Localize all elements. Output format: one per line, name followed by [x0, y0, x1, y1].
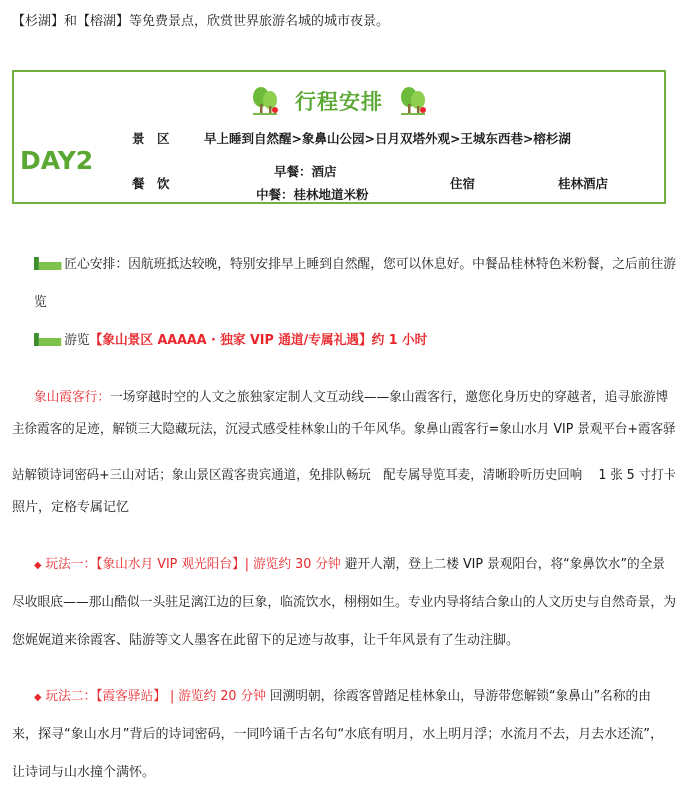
meal-label: 餐 饮 — [132, 176, 170, 191]
xiaoke-label: 象山霞客行： — [34, 390, 111, 405]
diamond-bullet-icon: ◆ — [34, 560, 42, 571]
tour-line — [34, 329, 676, 348]
tree-icon — [251, 86, 279, 116]
scenic-label: 景 区 — [132, 131, 170, 146]
tour-prefix: 游览 — [64, 333, 90, 348]
breakfast: 早餐：酒店 — [274, 164, 337, 179]
craft-line-2: 览 — [34, 295, 47, 310]
xiaoke-line-2: 主徐霞客的足迹，解锁三大隐藏玩法，沉浸式感受桂林象山的千年风华。象鼻山霞客行=象山水月 VIP 景观平台+霞客驿 — [12, 422, 676, 437]
mountain-bar-icon — [34, 257, 61, 270]
play1-line-3: 您娓娓道来徐霞客、陆游等文人墨客在此留下的足迹与故事，让千年风景有了生动注脚。 — [12, 633, 520, 648]
craft-paragraph — [34, 253, 677, 272]
lunch: 中餐：桂林地道米粉 — [256, 187, 369, 202]
play2-text-1: 回溯明朝，徐霞客曾踏足桂林象山，导游带您解锁“象鼻山”名称的由 — [265, 689, 651, 704]
play2-label: 玩法二：【霞客驿站】 | 游览约 20 分钟 — [45, 689, 266, 704]
play2-line-1 — [34, 685, 676, 704]
scenic-route: 早上睡到自然醒>象鼻山公园>日月双塔外观>王城东西巷>榕杉湖 — [204, 131, 571, 146]
day-label: DAY2 — [20, 146, 94, 175]
intro-line: 【杉湖】和【榕湖】等免费景点，欣赏世界旅游名城的城市夜景。 — [12, 14, 390, 29]
play2-line-2: 来，探寻“象山水月”背后的诗词密码，一同吟诵千古名句“水底有明月，水上明月浮；水流月不去，月去水还流”， — [12, 727, 663, 742]
tree-icon — [399, 86, 427, 116]
tour-highlight: 【象山景区 AAAAA · 独家 VIP 通道/专属礼遇】约 1 小时 — [89, 333, 428, 348]
mountain-bar-icon — [34, 333, 61, 346]
diamond-bullet-icon: ◆ — [34, 692, 42, 703]
play1-label: 玩法一：【象山水月 VIP 观光阳台】| 游览约 30 分钟 — [45, 557, 341, 572]
play1-text-1: 避开人潮，登上二楼 VIP 景观阳台，将“象鼻饮水”的全景 — [340, 557, 666, 572]
xiaoke-line-3: 站解锁诗词密码+三山对话；象山景区霞客贵宾通道，免排队畅玩 配专属导览耳麦，清晰聆听历史回响 1 张 5 寸打卡 — [12, 468, 676, 483]
xiaoke-line-4: 照片，定格专属记忆 — [12, 500, 130, 515]
play1-line-2: 尽收眼底——那山酷似一头驻足漓江边的巨象，临流饮水，栩栩如生。专业内导将结合象山的人文历史与自然奇景，为 — [12, 595, 676, 610]
stay-value: 桂林酒店 — [558, 176, 609, 191]
schedule-card — [12, 70, 666, 204]
schedule-title: 行程安排 — [295, 90, 383, 114]
schedule-title-row — [14, 86, 664, 116]
xiaoke-line-1 — [34, 386, 676, 405]
play1-line-1 — [34, 553, 676, 572]
play2-line-3: 让诗词与山水撞个满怀。 — [12, 765, 156, 780]
stay-label: 住宿 — [450, 176, 476, 191]
craft-text-1: 匠心安排：因航班抵达较晚，特别安排早上睡到自然醒，您可以休息好。中餐品桂林特色米粉餐，之后前往游 — [64, 257, 677, 272]
xiaoke-text-1: 一场穿越时空的人文之旅独家定制人文互动线——象山霞客行，邀您化身历史的穿越者，追寻旅游博 — [110, 390, 669, 405]
